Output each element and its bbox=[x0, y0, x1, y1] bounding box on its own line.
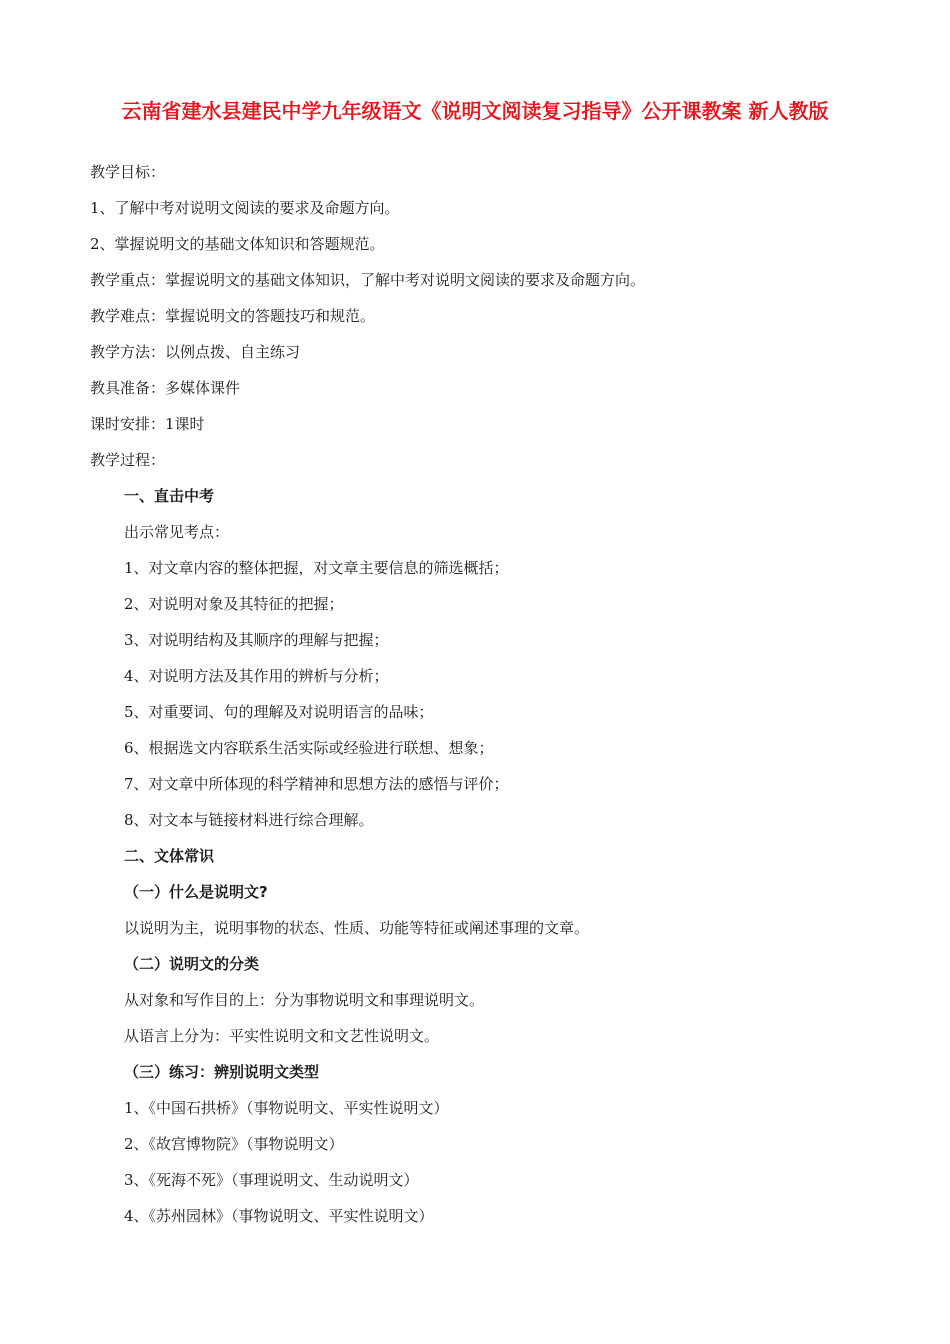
teaching-method: 教学方法：以例点拨、自主练习 bbox=[90, 343, 301, 361]
exam-point-2: 2、对说明对象及其特征的把握； bbox=[124, 595, 344, 613]
objective-2: 2、掌握说明文的基础文体知识和答题规范。 bbox=[90, 235, 385, 253]
objectives-heading: 教学目标： bbox=[90, 163, 166, 181]
class-hours: 课时安排：1课时 bbox=[90, 415, 205, 433]
document-title: 云南省建水县建民中学九年级语文《说明文阅读复习指导》公开课教案 新人教版 bbox=[121, 99, 829, 123]
difficult-point: 教学难点：掌握说明文的答题技巧和规范。 bbox=[90, 307, 376, 325]
exercise-item-3: 3、《死海不死》（事理说明文、生动说明文） bbox=[124, 1171, 419, 1189]
exam-point-5: 5、对重要词、句的理解及对说明语言的品味； bbox=[124, 703, 434, 721]
exercise-item-1: 1、《中国石拱桥》（事物说明文、平实性说明文） bbox=[124, 1099, 449, 1117]
exam-points-intro: 出示常见考点： bbox=[124, 523, 230, 541]
key-point: 教学重点：掌握说明文的基础文体知识，了解中考对说明文阅读的要求及命题方向。 bbox=[90, 271, 646, 289]
teaching-aids: 教具准备：多媒体课件 bbox=[90, 379, 241, 397]
exam-point-8: 8、对文本与链接材料进行综合理解。 bbox=[124, 811, 374, 829]
subsection-1-heading: （一）什么是说明文? bbox=[124, 883, 268, 901]
subsection-3-heading: （三）练习：辨别说明文类型 bbox=[124, 1063, 320, 1081]
objective-1: 1、了解中考对说明文阅读的要求及命题方向。 bbox=[90, 199, 400, 217]
exam-point-3: 3、对说明结构及其顺序的理解与把握； bbox=[124, 631, 389, 649]
exercise-item-4: 4、《苏州园林》（事物说明文、平实性说明文） bbox=[124, 1207, 434, 1225]
exam-point-4: 4、对说明方法及其作用的辨析与分析； bbox=[124, 667, 389, 685]
section-2-heading: 二、文体常识 bbox=[124, 847, 215, 865]
exam-point-1: 1、对文章内容的整体把握，对文章主要信息的筛选概括； bbox=[124, 559, 509, 577]
exercise-item-2: 2、《故宫博物院》（事物说明文） bbox=[124, 1135, 344, 1153]
process-heading: 教学过程： bbox=[90, 451, 166, 469]
exam-point-6: 6、根据选文内容联系生活实际或经验进行联想、想象； bbox=[124, 739, 494, 757]
classification-2: 从语言上分为：平实性说明文和文艺性说明文。 bbox=[124, 1027, 440, 1045]
subsection-2-heading: （二）说明文的分类 bbox=[124, 955, 260, 973]
classification-1: 从对象和写作目的上：分为事物说明文和事理说明文。 bbox=[124, 991, 485, 1009]
definition-text: 以说明为主，说明事物的状态、性质、功能等特征或阐述事理的文章。 bbox=[124, 919, 590, 937]
section-1-heading: 一、直击中考 bbox=[124, 487, 215, 505]
exam-point-7: 7、对文章中所体现的科学精神和思想方法的感悟与评价； bbox=[124, 775, 509, 793]
